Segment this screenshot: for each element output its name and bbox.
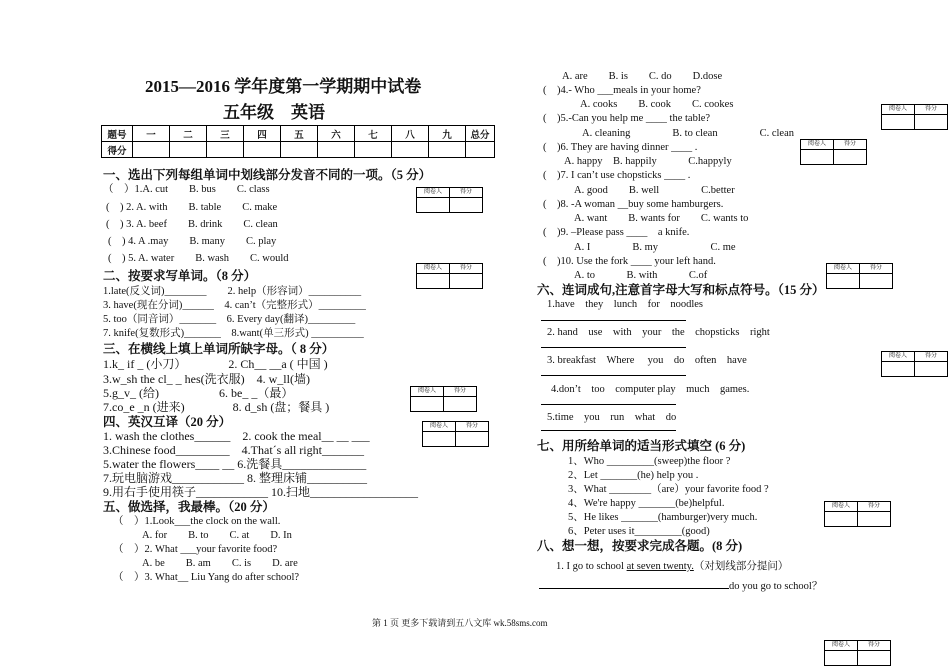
s7-line: 4、We're happy _______(be)helpful. (568, 498, 725, 509)
s6-line: 5.time you run what do (547, 412, 677, 423)
r-line: A. to B. with C.of (574, 270, 708, 281)
exam-subtitle: 五年级 英语 (223, 103, 325, 122)
s1-line: ( ) 5. A. water B. wash C. would (108, 253, 289, 264)
s2-line: 5. too（同音词）_______ 6. Every day(翻译)_________ (103, 314, 356, 325)
r-line: ( )6. They are having dinner ____ . (543, 142, 698, 153)
score-cell[interactable] (392, 142, 429, 158)
s2-line: 3. have(现在分词)______ 4. can’t（完整形式）_________ (103, 300, 366, 311)
answer-line[interactable] (541, 320, 686, 321)
score-col: 二 (170, 126, 207, 142)
grader-score-label: 得分 (858, 502, 891, 512)
grader-label: 阅卷人 (827, 264, 860, 274)
section-1-title: 一、选出下列每组单词中划线部分发音不同的一项。（5 分） (103, 168, 432, 182)
grader-box (416, 263, 483, 289)
page-footer: 第 1 页 更多下载请到五八文库 wk.58sms.com (372, 618, 548, 628)
grader-cell[interactable] (444, 397, 477, 412)
r-line: A. happy B. happily C.happyly (564, 156, 732, 167)
grader-box (824, 640, 891, 666)
grader-cell[interactable] (882, 115, 915, 130)
grader-box (881, 104, 948, 130)
s8-q1 (556, 558, 788, 573)
grader-label: 阅卷人 (882, 352, 915, 362)
grader-score-label: 得分 (834, 140, 867, 150)
r-line: A. want B. wants for C. wants to (574, 213, 749, 224)
score-col: 六 (318, 126, 355, 142)
grader-cell[interactable] (450, 274, 483, 289)
s5-line: （ ）2. What ___your favorite food? (113, 544, 278, 555)
s1-line: ( ) 4. A .may B. many C. play (108, 236, 277, 247)
score-col: 七 (355, 126, 392, 142)
grader-box (824, 501, 891, 527)
s7-line: 3、What ________（are）your favorite food ? (568, 484, 769, 495)
section-4-title: 四、英汉互译（20 分） (103, 415, 232, 429)
score-col-total: 总分 (466, 126, 495, 142)
grader-cell[interactable] (417, 274, 450, 289)
s5-line: （ ）3. What__ Liu Yang do after school? (113, 572, 300, 583)
s4-line: 3.Chinese food_________ 4.That´s all right_______ (103, 443, 364, 457)
s4-line: 9.用右手使用筷子____________ 10.扫地__________________ (103, 485, 419, 499)
s4-line: 5.water the flowers____ __ 6.洗餐具______________ (103, 457, 367, 471)
grader-cell[interactable] (858, 651, 891, 666)
grader-score-label: 得分 (444, 387, 477, 397)
s5-line: A. for B. to C. at D. In (142, 530, 292, 541)
score-col: 九 (429, 126, 466, 142)
section-2-title: 二、按要求写单词。（8 分） (103, 269, 257, 283)
score-col: 一 (133, 126, 170, 142)
r-line: A. are B. is C. do D.dose (562, 71, 723, 82)
score-col: 三 (207, 126, 244, 142)
r-line: A. good B. well C.better (574, 185, 735, 196)
answer-line[interactable] (541, 375, 686, 376)
grader-box (826, 263, 893, 289)
s7-line: 5、He likes _______(hamburger)very much. (568, 512, 758, 523)
grader-score-label: 得分 (456, 422, 489, 432)
s6-line: 3. breakfast Where you do often have (547, 355, 747, 366)
grader-cell[interactable] (423, 432, 456, 447)
grader-label: 阅卷人 (423, 422, 456, 432)
grader-box (410, 386, 477, 412)
grader-cell[interactable] (860, 274, 893, 289)
s1-line: ( ) 3. A. beef B. drink C. clean (106, 219, 278, 230)
grader-label: 阅卷人 (882, 105, 915, 115)
s1-line: ( ) 2. A. with B. table C. make (106, 202, 278, 213)
r-line: ( )7. I can’t use chopsticks ____ . (543, 170, 691, 181)
score-col: 四 (244, 126, 281, 142)
s8-q1-prefix: 1. I go to school (556, 561, 627, 572)
exam-title: 2015—2016 学年度第一学期期中试卷 (145, 77, 422, 96)
s3-line: 5.g_v_ (给) 6. be_ _（最） (103, 386, 294, 400)
grader-label: 阅卷人 (825, 641, 858, 651)
grader-cell[interactable] (882, 362, 915, 377)
grader-cell[interactable] (825, 651, 858, 666)
s7-line: 1、Who _________(sweep)the floor ? (568, 456, 731, 467)
s8-q1-suffix: （对划线部分提问） (693, 561, 789, 572)
grader-box (422, 421, 489, 447)
score-col: 八 (392, 126, 429, 142)
s2-line: 1.late(反义词)________ 2. help（形容词）__________ (103, 286, 362, 297)
score-cell[interactable] (318, 142, 355, 158)
s8-q1-answer (539, 578, 822, 593)
s3-line: 1.k_ if _ (小刀） 2. Ch__ __a ( 中国 ) (103, 357, 328, 371)
grader-cell[interactable] (827, 274, 860, 289)
grader-cell[interactable] (915, 115, 948, 130)
score-col: 五 (281, 126, 318, 142)
s8-answer-tail: do you go to school？ (729, 581, 823, 592)
r-line: A. cooks B. cook C. cookes (580, 99, 734, 110)
grader-cell[interactable] (825, 512, 858, 527)
s6-line: 2. hand use with your the chopsticks right (547, 327, 770, 338)
grader-box (416, 187, 483, 213)
grader-score-label: 得分 (858, 641, 891, 651)
score-table-header-row (102, 126, 495, 142)
score-cell[interactable] (466, 142, 495, 158)
section-5-title: 五、做选择，我最棒。（20 分） (103, 500, 275, 514)
grader-box (800, 139, 867, 165)
grader-label: 阅卷人 (801, 140, 834, 150)
grader-score-label: 得分 (450, 264, 483, 274)
s2-line: 7. knife(复数形式)_______ 8.want(单三形式) __________ (103, 328, 364, 339)
section-3-title: 三、在横线上填上单词所缺字母。（ 8 分） (103, 342, 335, 356)
grader-score-label: 得分 (915, 105, 948, 115)
s4-line: 7.玩电脑游戏____________ 8. 整理床铺__________ (103, 471, 368, 485)
answer-line[interactable] (541, 404, 676, 405)
score-table-score-row (102, 142, 495, 158)
score-cell[interactable] (429, 142, 466, 158)
grader-cell[interactable] (801, 150, 834, 165)
section-6-title: 六、连词成句,注意首字母大写和标点符号。（15 分） (537, 283, 825, 297)
r-line: ( )5.-Can you help me ____ the table? (543, 113, 711, 124)
grader-cell[interactable] (417, 198, 450, 213)
score-col-label: 题号 (102, 126, 133, 142)
score-cell[interactable] (207, 142, 244, 158)
grader-score-label: 得分 (915, 352, 948, 362)
grader-cell[interactable] (834, 150, 867, 165)
answer-line[interactable] (541, 430, 676, 431)
r-line: ( )8. -A woman __buy some hamburgers. (543, 199, 724, 210)
grader-score-label: 得分 (860, 264, 893, 274)
score-cell[interactable] (244, 142, 281, 158)
section-8-title: 八、想一想，按要求完成各题。(8 分) (537, 539, 743, 553)
grader-label: 阅卷人 (417, 264, 450, 274)
r-line: ( )9. –Please pass ____ a knife. (543, 227, 690, 238)
r-line: ( )4.- Who ___meals in your home? (543, 85, 701, 96)
grader-box (881, 351, 948, 377)
s8-answer-blank[interactable] (539, 587, 729, 589)
section-7-title: 七、用所给单词的适当形式填空 (6 分) (537, 439, 746, 453)
s5-line: A. be B. am C. is D. are (142, 558, 298, 569)
s7-line: 2、Let _______(he) help you . (568, 470, 699, 481)
s7-line: 6、Peter uses it_________(good) (568, 526, 710, 537)
s6-line: 1.have they lunch for noodles (547, 299, 704, 310)
r-line: A. cleaning B. to clean C. clean (582, 128, 794, 139)
grader-label: 阅卷人 (825, 502, 858, 512)
score-table (101, 125, 495, 158)
grader-label: 阅卷人 (417, 188, 450, 198)
grader-cell[interactable] (456, 432, 489, 447)
r-line: A. I B. my C. me (574, 242, 736, 253)
s4-line: 1. wash the clothes______ 2. cook the meal__ __ ___ (103, 429, 370, 443)
score-cell[interactable] (355, 142, 392, 158)
s3-line: 7.co_e _n (进来) 8. d_sh (盘；餐具 ) (103, 400, 330, 414)
grader-cell[interactable] (450, 198, 483, 213)
grader-cell[interactable] (915, 362, 948, 377)
s8-q1-underlined: at seven twenty. (626, 561, 694, 572)
grader-score-label: 得分 (450, 188, 483, 198)
grader-label: 阅卷人 (411, 387, 444, 397)
score-cell[interactable] (170, 142, 207, 158)
s3-line: 3.w_sh the cl_ _ hes(洗衣服) 4. w_ll(墙) (103, 372, 310, 386)
grader-cell[interactable] (858, 512, 891, 527)
s6-line: 4.don’t too computer play much games. (551, 384, 750, 395)
s5-line: （ ）1.Look___the clock on the wall. (113, 516, 281, 527)
r-line: ( )10. Use the fork ____ your left hand. (543, 256, 716, 267)
s1-line: （ ）1.A. cut B. bus C. class (103, 184, 270, 195)
grader-cell[interactable] (411, 397, 444, 412)
score-cell[interactable] (281, 142, 318, 158)
score-row-label: 得分 (102, 142, 133, 158)
answer-line[interactable] (541, 347, 686, 348)
score-cell[interactable] (133, 142, 170, 158)
